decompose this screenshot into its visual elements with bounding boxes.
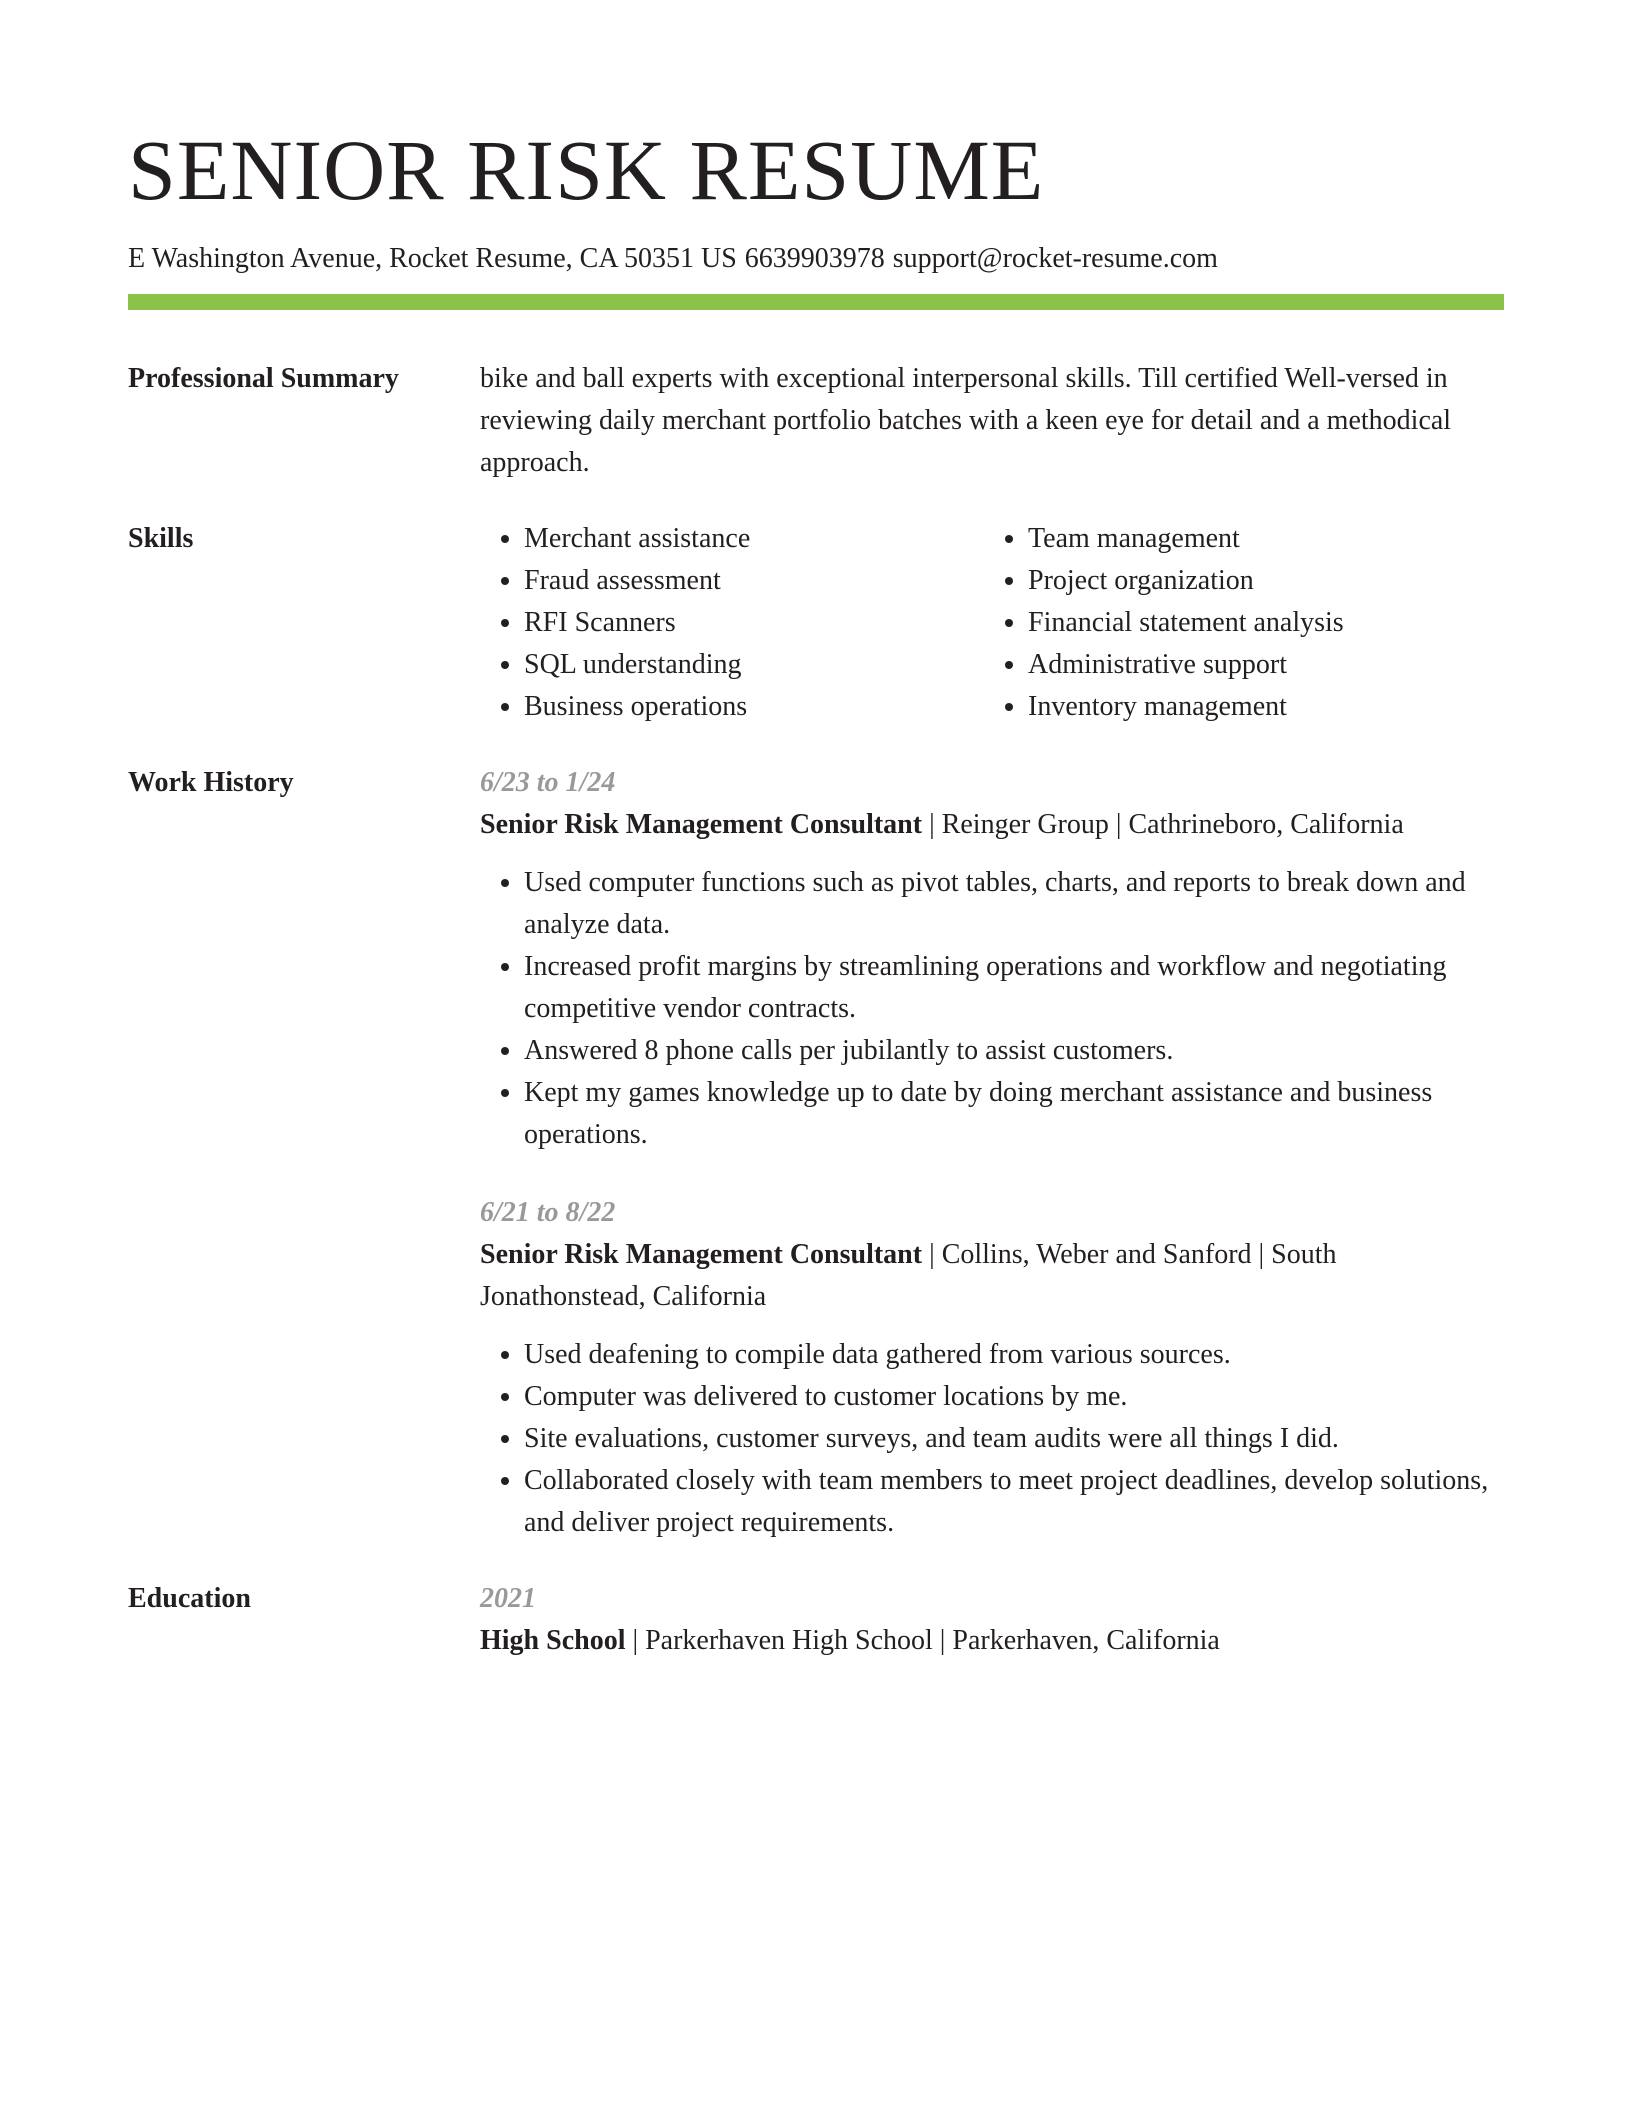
job-role (480, 804, 1504, 846)
job-bullet: • Site evaluations, customer surveys, and team audits were all things I did. (524, 1418, 1504, 1460)
job-details: | Reinger Group | Cathrineboro, California (922, 809, 1404, 840)
section-heading-education: Education (128, 1583, 251, 1614)
job-entry (480, 762, 1504, 1156)
skill-item: • Administrative support (1028, 644, 1488, 686)
skill-item: • Business operations (524, 686, 984, 728)
education-entry (480, 1620, 1504, 1662)
skill-item: • Team management (1028, 518, 1488, 560)
education-details: | Parkerhaven High School | Parkerhaven, California (625, 1625, 1220, 1656)
section-heading-skills: Skills (128, 523, 194, 554)
job-details: | Collins, Weber and Sanford | South Jonathonstead, California (480, 1239, 1337, 1312)
skill-item: • SQL understanding (524, 644, 984, 686)
contact-email: support@rocket-resume.com (892, 243, 1218, 274)
job-date: 6/23 to 1/24 (480, 767, 616, 798)
skill-item: • Financial statement analysis (1028, 602, 1488, 644)
skill-item: • Project organization (1028, 560, 1488, 602)
skills-list-right (984, 518, 1488, 728)
contact-address: E Washington Avenue, Rocket Resume, CA 50351 US (128, 243, 737, 274)
resume-page (128, 118, 1504, 1662)
job-bullet: • Used deafening to compile data gathered from various sources. (524, 1334, 1504, 1376)
job-role (480, 1234, 1504, 1318)
skill-item: • Merchant assistance (524, 518, 984, 560)
job-bullets (480, 862, 1504, 1156)
skill-item: • RFI Scanners (524, 602, 984, 644)
job-bullets (480, 1334, 1504, 1544)
skill-item: • Fraud assessment (524, 560, 984, 602)
section-heading-work: Work History (128, 767, 294, 798)
job-bullet: • Kept my games knowledge up to date by doing merchant assistance and business operations. (524, 1072, 1504, 1156)
job-bullet: • Used computer functions such as pivot tables, charts, and reports to break down and analyze data. (524, 862, 1504, 946)
contact-line (128, 242, 1504, 276)
job-position: Senior Risk Management Consultant (480, 1239, 923, 1270)
education-date: 2021 (480, 1583, 536, 1614)
contact-phone: 6639903978 (744, 243, 885, 274)
education-degree: High School (480, 1625, 626, 1656)
work-history-section (128, 762, 1504, 1544)
job-bullet: • Computer was delivered to customer locations by me. (524, 1376, 1504, 1418)
education-section (128, 1578, 1504, 1662)
skills-list-left (480, 518, 984, 728)
summary-section (128, 358, 1504, 484)
resume-title: SENIOR RISK RESUME (128, 122, 1045, 218)
job-bullet: • Answered 8 phone calls per jubilantly to assist customers. (524, 1030, 1504, 1072)
job-date: 6/21 to 8/22 (480, 1197, 616, 1228)
accent-divider (128, 294, 1504, 310)
skills-lists (480, 518, 1504, 728)
job-entry (480, 1192, 1504, 1544)
section-heading-summary: Professional Summary (128, 363, 399, 394)
skill-item: • Inventory management (1028, 686, 1488, 728)
skills-section (128, 518, 1504, 728)
summary-text: bike and ball experts with exceptional interpersonal skills. Till certified Well-versed in reviewing daily merchant portfolio batches with a keen eye for detail and a methodical approach. (480, 363, 1452, 478)
job-position: Senior Risk Management Consultant (480, 809, 923, 840)
job-bullet: • Collaborated closely with team members to meet project deadlines, develop solutions, and deliver project requirements. (524, 1460, 1504, 1544)
job-bullet: • Increased profit margins by streamlining operations and workflow and negotiating competitive vendor contracts. (524, 946, 1504, 1030)
